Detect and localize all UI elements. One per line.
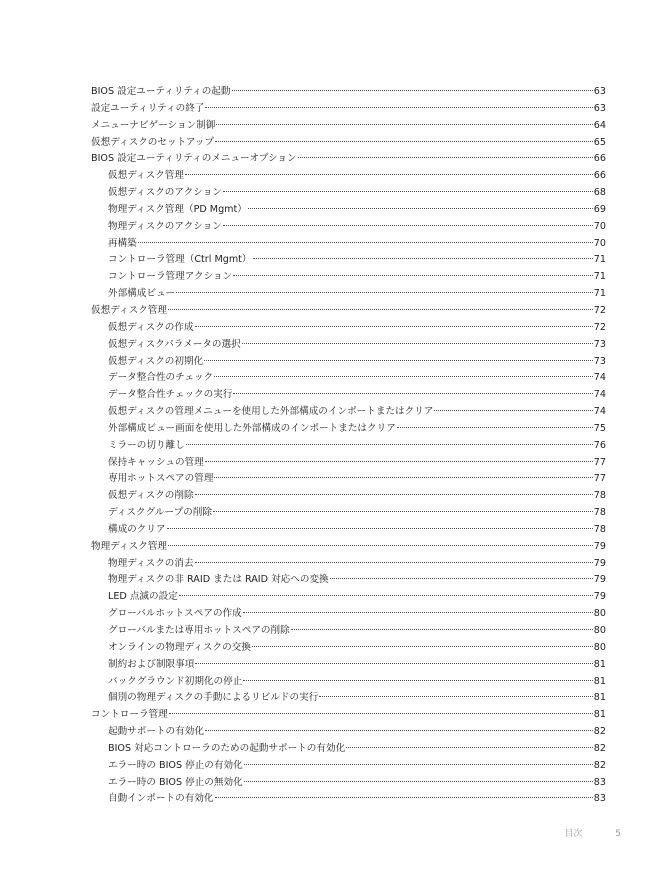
toc-dot-leader xyxy=(195,663,592,664)
toc-dot-leader xyxy=(346,747,593,748)
toc-dot-leader xyxy=(252,646,593,647)
toc-entry-title: コントローラ管理（Ctrl Mgmt） xyxy=(108,254,252,266)
toc-entry[interactable] xyxy=(91,775,606,792)
toc-dot-leader xyxy=(176,292,593,293)
toc-entry-title: 物理ディスク管理 xyxy=(91,540,167,552)
toc-dot-leader xyxy=(204,360,593,361)
toc-entry-page: 82 xyxy=(593,726,606,738)
toc-entry-page: 73 xyxy=(593,338,606,350)
toc-entry-page: 79 xyxy=(593,574,606,586)
toc-entry-title: 専用ホットスペアの管理 xyxy=(108,473,214,485)
toc-entry-title: 仮想ディスクパラメータの選択 xyxy=(108,338,241,350)
toc-dot-leader xyxy=(434,410,592,411)
toc-entry-title: エラー時の BIOS 停止の有効化 xyxy=(108,759,243,771)
toc-entry-page: 83 xyxy=(593,776,606,788)
toc-entry[interactable] xyxy=(91,101,606,118)
toc-entry-page: 75 xyxy=(593,422,606,434)
toc-entry-title: 仮想ディスクのセットアップ xyxy=(91,136,214,148)
toc-entry-page: 81 xyxy=(593,675,606,687)
toc-entry-title: 制約および制限事項 xyxy=(108,658,195,670)
toc-entry[interactable] xyxy=(91,690,606,707)
toc-entry-title: 設定ユーティリティの終了 xyxy=(91,102,205,114)
toc-entry-page: 79 xyxy=(593,540,606,552)
toc-entry-page: 82 xyxy=(593,759,606,771)
toc-entry-page: 69 xyxy=(593,203,606,215)
toc-entry-page: 74 xyxy=(593,372,606,384)
toc-entry-title: BIOS 対応コントローラのための起動サポートの有効化 xyxy=(108,742,346,754)
toc-entry[interactable] xyxy=(91,202,606,219)
toc-entry[interactable] xyxy=(91,185,606,202)
toc-dot-leader xyxy=(215,797,593,798)
toc-dot-leader xyxy=(195,326,593,327)
toc-entry[interactable] xyxy=(91,522,606,539)
toc-entry-page: 83 xyxy=(593,793,606,805)
toc-dot-leader xyxy=(253,258,593,259)
toc-entry-title: 起動サポートの有効化 xyxy=(108,726,204,738)
toc-entry-title: グローバルまたは専用ホットスペアの削除 xyxy=(108,625,290,636)
toc-entry-title: 仮想ディスクの削除 xyxy=(108,490,194,502)
toc-entry-page: 79 xyxy=(593,557,606,569)
toc-entry-page: 63 xyxy=(593,86,606,97)
toc-dot-leader xyxy=(205,107,592,108)
toc-entry-title: 物理ディスク管理（PD Mgmt） xyxy=(108,203,247,215)
toc-entry-title: データ整合性チェックの実行 xyxy=(108,389,233,401)
toc-entry[interactable] xyxy=(91,320,606,337)
toc-entry-page: 71 xyxy=(593,288,606,300)
toc-dot-leader xyxy=(214,376,593,377)
toc-entry-title: コントローラ管理アクション xyxy=(108,271,233,283)
toc-entry[interactable] xyxy=(91,337,606,354)
toc-dot-leader xyxy=(291,629,593,630)
toc-dot-leader xyxy=(233,393,592,394)
toc-entry[interactable] xyxy=(91,741,606,758)
toc-dot-leader xyxy=(242,343,593,344)
toc-entry[interactable] xyxy=(91,219,606,236)
toc-entry[interactable] xyxy=(91,505,606,522)
toc-entry-page: 71 xyxy=(593,271,606,283)
toc-entry-title: 仮想ディスクの初期化 xyxy=(108,355,204,367)
toc-entry-page: 82 xyxy=(593,742,606,754)
toc-entry-title: バックグラウンド初期化の停止 xyxy=(108,675,243,687)
toc-dot-leader xyxy=(216,124,592,125)
toc-entry[interactable] xyxy=(91,118,606,135)
toc-entry-title: グローバルホットスペアの作成 xyxy=(108,608,242,620)
toc-entry-page: 80 xyxy=(593,608,606,620)
toc-entry[interactable] xyxy=(91,623,606,640)
toc-entry-page: 72 xyxy=(593,304,606,316)
toc-dot-leader xyxy=(248,208,593,209)
toc-entry-page: 74 xyxy=(593,389,606,401)
toc-entry[interactable] xyxy=(91,135,606,152)
toc-dot-leader xyxy=(168,545,593,546)
footer-section-label: 目次 xyxy=(564,829,583,839)
toc-entry-page: 63 xyxy=(593,102,606,114)
toc-dot-leader xyxy=(169,713,593,714)
toc-entry[interactable] xyxy=(91,758,606,775)
toc-entry-title: 仮想ディスクの作成 xyxy=(108,321,194,333)
toc-entry-page: 78 xyxy=(593,523,606,535)
toc-entry[interactable] xyxy=(91,674,606,691)
toc-entry[interactable] xyxy=(91,589,606,606)
toc-entry-page: 66 xyxy=(593,153,606,165)
toc-entry-page: 78 xyxy=(593,490,606,502)
toc-entry-page: 77 xyxy=(593,456,606,468)
toc-entry-page: 81 xyxy=(593,692,606,704)
toc-dot-leader xyxy=(214,477,592,478)
toc-entry-page: 70 xyxy=(593,237,606,249)
footer-page-number: 5 xyxy=(615,829,621,839)
toc-entry-title: 物理ディスクのアクション xyxy=(108,220,222,232)
toc-entry-page: 79 xyxy=(593,591,606,603)
toc-dot-leader xyxy=(233,275,593,276)
toc-entry-title: コントローラ管理 xyxy=(91,709,168,721)
toc-entry-title: 物理ディスクの非 RAID または RAID 対応への変換 xyxy=(108,574,329,586)
toc-entry-title: BIOS 設定ユーティリティのメニューオプション xyxy=(91,153,297,165)
toc-entry-page: 72 xyxy=(593,321,606,333)
toc-entry-page: 80 xyxy=(593,625,606,636)
toc-dot-leader xyxy=(205,730,593,731)
toc-entry-page: 64 xyxy=(593,119,606,131)
toc-entry-page: 73 xyxy=(593,355,606,367)
toc-entry[interactable] xyxy=(91,84,606,101)
toc-entry-title: 物理ディスクの消去 xyxy=(108,557,194,569)
toc-entry[interactable] xyxy=(91,539,606,556)
toc-entry-page: 77 xyxy=(593,473,606,485)
toc-entry-page: 81 xyxy=(593,709,606,721)
toc-entry-title: 構成のクリア xyxy=(108,523,166,535)
toc-dot-leader xyxy=(167,528,593,529)
toc-dot-leader xyxy=(232,90,593,91)
toc-entry[interactable] xyxy=(91,236,606,253)
toc-entry[interactable] xyxy=(91,791,606,808)
toc-dot-leader xyxy=(244,781,593,782)
toc-dot-leader xyxy=(205,461,593,462)
toc-entry-title: メニューナビゲーション制御 xyxy=(91,119,216,131)
toc-entry-page: 71 xyxy=(593,254,606,266)
toc-dot-leader xyxy=(215,141,593,142)
toc-entry-title: 保持キャッシュの管理 xyxy=(108,456,204,468)
toc-entry-page: 65 xyxy=(593,136,606,148)
toc-entry[interactable] xyxy=(91,438,606,455)
toc-entry-page: 74 xyxy=(593,406,606,418)
toc-dot-leader xyxy=(185,174,593,175)
toc-entry-title: 仮想ディスクの管理メニューを使用した外部構成のインポートまたはクリア xyxy=(108,406,434,418)
toc-entry[interactable] xyxy=(91,404,606,421)
toc-dot-leader xyxy=(223,191,593,192)
toc-entry[interactable] xyxy=(91,488,606,505)
toc-dot-leader xyxy=(195,562,593,563)
toc-entry[interactable] xyxy=(91,286,606,303)
toc-dot-leader xyxy=(244,764,593,765)
toc-entry-title: 仮想ディスク管理 xyxy=(91,304,167,316)
toc-entry[interactable] xyxy=(91,252,606,269)
toc-entry-title: 再構築 xyxy=(108,237,137,249)
toc-dot-leader xyxy=(186,444,593,445)
toc-entry[interactable] xyxy=(91,606,606,623)
toc-entry[interactable] xyxy=(91,471,606,488)
toc-entry-page: 81 xyxy=(593,658,606,670)
toc-entry[interactable] xyxy=(91,724,606,741)
toc-entry-page: 78 xyxy=(593,507,606,519)
toc-entry-title: LED 点滅の設定 xyxy=(108,591,178,603)
toc-entry-title: BIOS 設定ユーティリティの起動 xyxy=(91,86,231,97)
toc-dot-leader xyxy=(138,242,593,243)
toc-entry[interactable] xyxy=(91,421,606,438)
toc-entry-title: オンラインの物理ディスクの交換 xyxy=(108,641,251,653)
toc-dot-leader xyxy=(298,157,593,158)
toc-dot-leader xyxy=(179,595,593,596)
toc-entry[interactable] xyxy=(91,455,606,472)
toc-entry-title: 外部構成ビュー画面を使用した外部構成のインポートまたはクリア xyxy=(108,422,396,434)
table-of-contents xyxy=(91,84,606,808)
toc-entry[interactable] xyxy=(91,151,606,168)
toc-dot-leader xyxy=(319,696,592,697)
toc-entry[interactable] xyxy=(91,168,606,185)
toc-dot-leader xyxy=(223,225,593,226)
toc-entry-title: ディスクグループの削除 xyxy=(108,507,212,519)
toc-entry-page: 76 xyxy=(593,439,606,451)
toc-entry[interactable] xyxy=(91,707,606,724)
toc-entry-page: 70 xyxy=(593,220,606,232)
toc-entry-title: 仮想ディスクのアクション xyxy=(108,187,222,199)
toc-dot-leader xyxy=(243,612,593,613)
toc-entry-title: データ整合性のチェック xyxy=(108,372,214,384)
toc-entry-title: 仮想ディスク管理 xyxy=(108,170,184,182)
toc-entry[interactable] xyxy=(91,269,606,286)
toc-dot-leader xyxy=(330,578,593,579)
toc-entry-title: 自動インポートの有効化 xyxy=(108,793,214,805)
toc-entry-page: 68 xyxy=(593,187,606,199)
toc-dot-leader xyxy=(243,680,592,681)
toc-entry[interactable] xyxy=(91,640,606,657)
toc-dot-leader xyxy=(213,511,593,512)
toc-dot-leader xyxy=(168,309,593,310)
toc-entry[interactable] xyxy=(91,556,606,573)
toc-entry-page: 80 xyxy=(593,641,606,653)
page-footer xyxy=(564,826,621,839)
toc-entry[interactable] xyxy=(91,387,606,404)
toc-entry-title: 個別の物理ディスクの手動によるリビルドの実行 xyxy=(108,692,319,704)
toc-entry[interactable] xyxy=(91,657,606,674)
toc-entry[interactable] xyxy=(91,303,606,320)
toc-entry-title: ミラーの切り離し xyxy=(108,439,185,451)
toc-dot-leader xyxy=(397,427,593,428)
toc-entry[interactable] xyxy=(91,370,606,387)
toc-entry-title: エラー時の BIOS 停止の無効化 xyxy=(108,776,243,788)
toc-entry-title: 外部構成ビュー xyxy=(108,288,176,300)
toc-dot-leader xyxy=(195,494,593,495)
toc-entry[interactable] xyxy=(91,572,606,589)
toc-entry-page: 66 xyxy=(593,170,606,182)
toc-entry[interactable] xyxy=(91,354,606,371)
